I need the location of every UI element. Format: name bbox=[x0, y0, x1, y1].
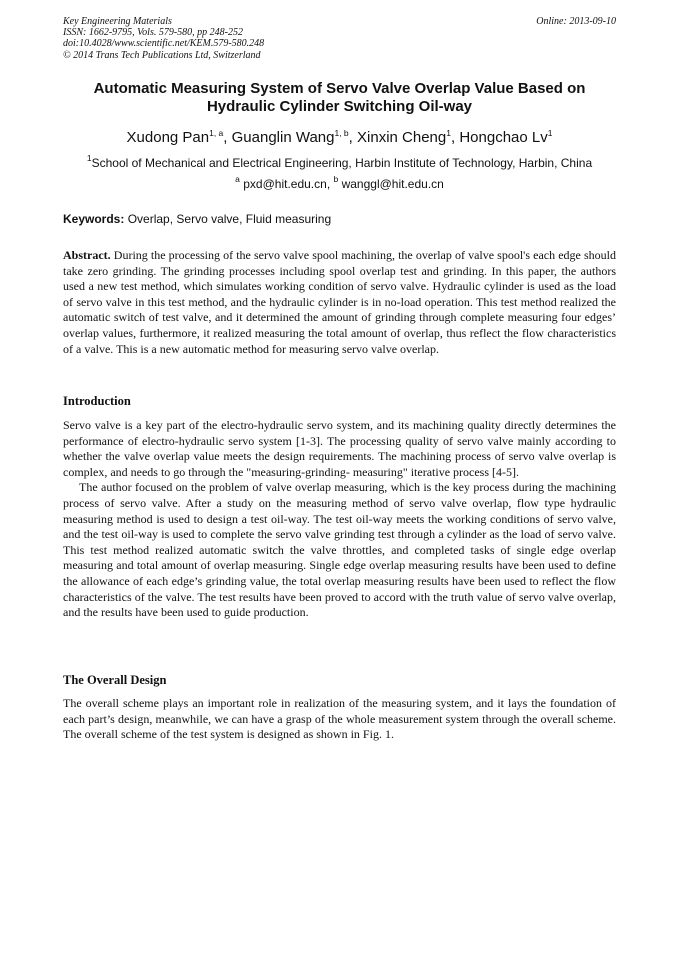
author-sup: 1, b bbox=[334, 128, 349, 138]
email-sup: a bbox=[235, 174, 240, 184]
paper-title: Automatic Measuring System of Servo Valve Overlap Value Based on Hydraulic Cylinder Switching Oil-way bbox=[93, 80, 586, 115]
author-emails bbox=[63, 174, 616, 191]
paragraph: Servo valve is a key part of the electro-hydraulic servo system, and its machining quality directly determines the performance of electro-hydraulic servo system [1-3]. The processing quality of servo valve mainly according to whether the valve overlap value meets the design requirements. The machining process of servo valve overlap is complex, and needs to go through the "measuring-grinding- measuring" iterative process [4-5]. bbox=[63, 418, 616, 479]
email-link[interactable]: wanggl@hit.edu.cn bbox=[341, 177, 444, 191]
journal-issn: ISSN: 1662-9795, Vols. 579-580, pp 248-252 bbox=[63, 27, 243, 39]
overall-design-body bbox=[63, 696, 616, 743]
author-sup: 1 bbox=[547, 128, 553, 138]
author-sup: 1, a bbox=[209, 128, 224, 138]
affiliation-sup: 1 bbox=[86, 153, 92, 163]
abstract bbox=[63, 248, 616, 357]
keywords-text: Overlap, Servo valve, Fluid measuring bbox=[127, 212, 332, 226]
author-name: Guanglin Wang bbox=[231, 129, 335, 146]
affiliation bbox=[63, 153, 616, 170]
author-name: Xudong Pan bbox=[126, 129, 210, 146]
author-name: Hongchao Lv bbox=[459, 129, 548, 146]
online-date: Online: 2013-09-10 bbox=[536, 16, 616, 27]
affiliation-text: School of Mechanical and Electrical Engineering, Harbin Institute of Technology, Harbin, China bbox=[91, 156, 593, 170]
journal-doi: doi:10.4028/www.scientific.net/KEM.579-580.248 bbox=[63, 38, 265, 50]
email-link[interactable]: pxd@hit.edu.cn, bbox=[243, 177, 331, 191]
journal-header bbox=[63, 16, 616, 61]
abstract-label: Abstract. bbox=[63, 248, 111, 262]
section-heading-overall-design: The Overall Design bbox=[63, 673, 167, 687]
keywords bbox=[63, 212, 616, 226]
author-list: Xudong Pan$^{1, a}$, Guanglin Wang$^{1, b}$, Xinxin Cheng$^1$, Hongchao Lv$^1$ bbox=[126, 128, 553, 146]
keywords-label: Keywords: bbox=[63, 212, 125, 226]
section-heading-introduction: Introduction bbox=[63, 394, 131, 408]
journal-name: Key Engineering Materials bbox=[63, 16, 172, 27]
author-name: Xinxin Cheng bbox=[357, 129, 447, 146]
abstract-text: During the processing of the servo valve spool machining, the overlap of valve spool's each edge should take zero grinding. The grinding processes including spool overlap test and grinding. In this paper, the authors used a new test method, which simulates working condition of servo valve. Hydraulic cylinder is used as the load of servo valve in this test method, and the hydraulic cylinder is in no-load operation. This test method realized the automatic switch of test valve, and it determined the amount of grinding through complete measuring four edges’ overlap values, furthermore, it realized measuring the total amount of overlap, thus reflect the flow characteristics of a valve. This is a new automatic method for measuring servo valve overlap. bbox=[63, 248, 617, 356]
email-sup: b bbox=[333, 174, 339, 184]
author-sup: 1 bbox=[446, 128, 451, 138]
paragraph: The author focused on the problem of valve overlap measuring, which is the key process during the machining process of servo valve. After a study on the measuring method of servo valve overlap, flow type hydraulic measuring method is used to design a test oil-way. The test oil-way meets the working conditions of servo valve, and the test oil-way is used to complete the servo valve grinding test through a cylinder as the load of servo valve. This test method realized automatic switch the valve throttles, and completed tasks of single edge overlap measuring and total amount of overlap measuring. Single edge overlap measuring results have been used to define the allowance of each edge’s grinding value, the total overlap measuring results have been used to reflect the flow characteristics of the valve. The test results have been proved to accord with the truth value of servo valve overlap, and the results have been used to guide production. bbox=[63, 480, 616, 620]
introduction-body bbox=[63, 418, 616, 621]
journal-copyright: © 2014 Trans Tech Publications Ltd, Switzerland bbox=[63, 49, 261, 61]
paragraph: The overall scheme plays an important role in realization of the measuring system, and it lays the foundation of each part’s design, meanwhile, we can have a grasp of the whole measurement system through the overall scheme. The overall scheme of the test system is designed as shown in Fig. 1. bbox=[63, 696, 616, 742]
